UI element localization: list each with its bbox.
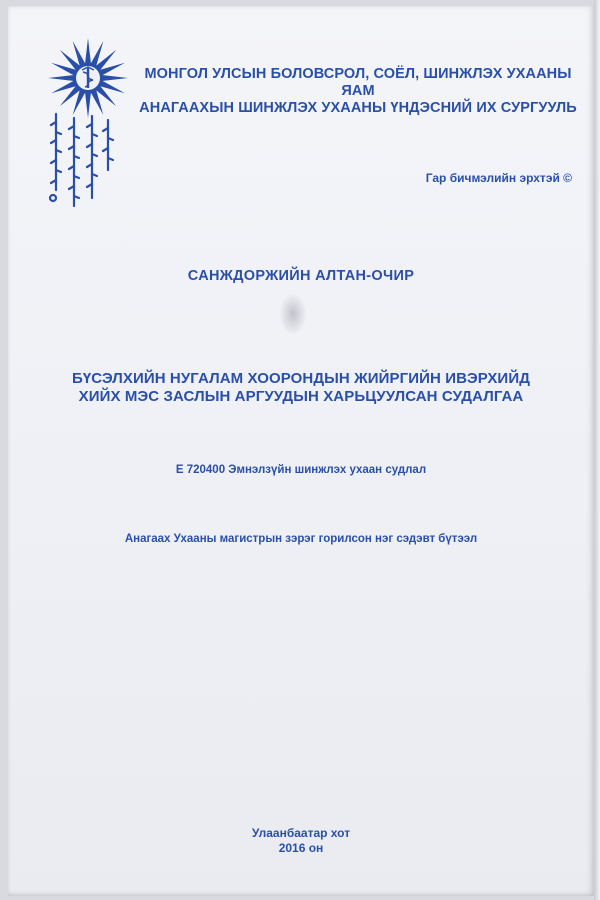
book-edge (594, 0, 600, 900)
degree-statement: Анагаах Ухааны магистрын зэрэг горилсон нэг сэдэвт бүтээл (124, 533, 478, 545)
ministry-name: МОНГОЛ УЛСЫН БОЛОВСРОЛ, СОЁЛ, ШИНЖЛЭХ УХААНЫ ЯАМ (144, 66, 572, 99)
place-and-year (8, 826, 594, 856)
mongolian-script-emblem-icon (46, 110, 116, 210)
author-name: САНЖДОРЖИЙН АЛТАН-ОЧИР (187, 268, 415, 284)
thesis-title (68, 370, 534, 406)
copyright-note: Гар бичмэлийн эрхтэй © (425, 171, 572, 185)
specialty-code: Е 720400 Эмнэлзүйн шинжлэх ухаан судлал (175, 464, 427, 476)
ink-smudge (280, 294, 306, 334)
university-logo-icon (46, 36, 130, 120)
institution-header (128, 66, 588, 117)
thesis-title-line-2: ХИЙХ МЭС ЗАСЛЫН АРГУУДЫН ХАРЬЦУУЛСАН СУДАЛГАА (78, 388, 524, 405)
thesis-title-line-1: БҮСЭЛХИЙН НУГАЛАМ ХООРОНДЫН ЖИЙРГИЙН ИВЭРХИЙД (71, 370, 530, 387)
thesis-cover (8, 6, 594, 896)
year: 2016 он (278, 841, 324, 855)
university-name: АНАГААХЫН ШИНЖЛЭХ УХААНЫ ҮНДЭСНИЙ ИХ СУРГУУЛЬ (139, 100, 577, 116)
city: Улаанбаатар хот (251, 826, 351, 840)
